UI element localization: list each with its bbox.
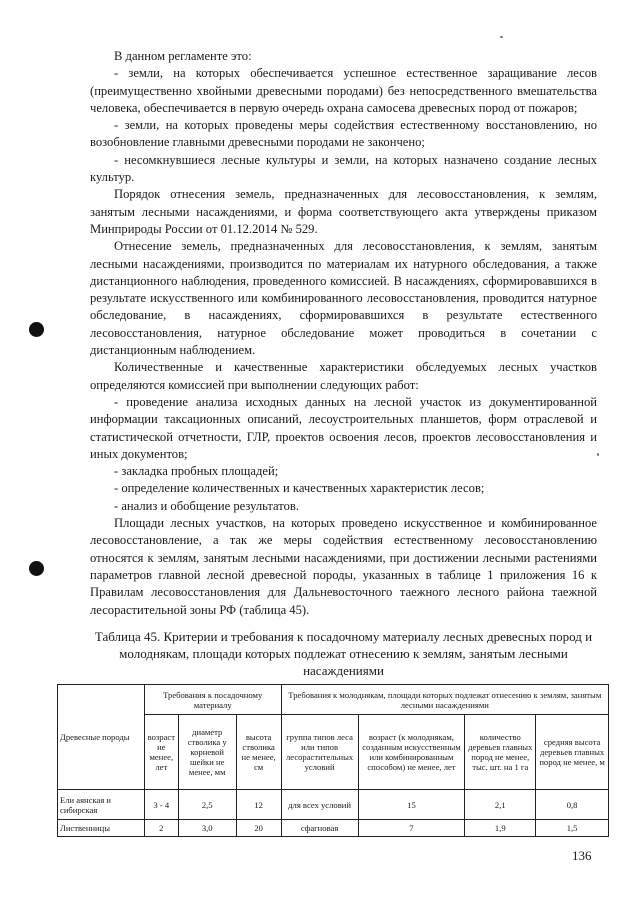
column-header: группа типов леса или типов лесорастительных условий xyxy=(281,715,358,790)
column-header: средняя высота деревьев главных пород не менее, м xyxy=(536,715,609,790)
paragraph-list-item: - несомкнувшиеся лесные культуры и земли, на которых назначено создание лесных культур. xyxy=(90,152,597,185)
column-header: диаметр стволика у корневой шейки не менее, мм xyxy=(178,715,236,790)
paragraph-list-item: - определение количественных и качественных характеристик лесов; xyxy=(114,481,485,496)
cell-count: 2,1 xyxy=(465,790,536,820)
paragraph-list-item: - земли, на которых проведены меры содействия естественному восстановлению, но возобновление главными древесными породами не закончено; xyxy=(90,118,597,150)
paragraph-list-item: - земли, на которых обеспечивается успешное естественное заращивание лесов (преимущественно хвойными древесными породами) без непосредственного вмешательства человека, обеспечивается в первую очередь охрана самосева древесных пород от пожаров; xyxy=(90,66,597,115)
cell-avg-height: 1,5 xyxy=(536,820,609,837)
punch-hole-mark xyxy=(29,561,44,576)
scan-speck xyxy=(500,36,503,38)
cell-count: 1,9 xyxy=(465,820,536,837)
criteria-table xyxy=(57,684,609,837)
cell-diameter: 2,5 xyxy=(178,790,236,820)
cell-diameter: 3,0 xyxy=(178,820,236,837)
cell-age: 2 xyxy=(144,820,178,837)
cell-species: Ели аянская и сибирская xyxy=(58,790,145,820)
cell-forest-type: для всех условий xyxy=(281,790,358,820)
cell-species: Лиственницы xyxy=(58,820,145,837)
paragraph-list-item: - закладка пробных площадей; xyxy=(114,464,279,479)
paragraph: Площади лесных участков, на которых проведено искусственное и комбинированное лесовосстановление, а так же меры содействия естественному лесовосстановлению относятся к землям, занятым лесными насаждениями, при достижении лесными растениями параметров главной лесной древесной породы, указанных в таблице 1 приложения 16 к Правилам лесовосстановления для Дальневосточного таежного лесного района таежной лесорастительной зоны РФ (таблица 45). xyxy=(90,516,597,617)
paragraph-intro: В данном регламенте это: xyxy=(114,49,252,63)
cell-young-age: 7 xyxy=(358,820,465,837)
paragraph: Порядок отнесения земель, предназначенных для лесовосстановления, к землям, занятым лесными насаждениями, и форма соответствующего акта утверждены приказом Минприроды России от 01.12.2014 № 529. xyxy=(90,187,597,236)
cell-height: 12 xyxy=(236,790,281,820)
paragraph: Отнесение земель, предназначенных для лесовосстановления, к землям, занятым лесными насаждениями, производится по материалам их натурного обследования, а также дистанционного наблюдения, проведенного комиссией. В насаждениях, сформировавшихся в результате искусственного или комбинированного лесовосстановления, проводится натурное обследование, в насаждениях, сформировавшихся в результате естественного лесовосстановления, натурное обследование может проводиться в сочетании с дистанционным наблюдением. xyxy=(90,239,597,358)
column-header: количество деревьев главных пород не менее, тыс. шт. на 1 га xyxy=(465,715,536,790)
paragraph-list-item: - анализ и обобщение результатов. xyxy=(114,498,300,513)
paragraph: Количественные и качественные характеристики обследуемых лесных участков определяются комиссией при выполнении следующих работ: xyxy=(90,360,597,392)
column-header: высота стволика не менее, см xyxy=(236,715,281,790)
cell-young-age: 15 xyxy=(358,790,465,820)
table-row xyxy=(58,790,609,820)
punch-hole-mark xyxy=(29,322,44,337)
header-planting-material: Требования к посадочному материалу xyxy=(144,685,281,715)
header-young-stands: Требования к молоднякам, площади которых подлежат отнесению к землям, занятым лесными насаждениями xyxy=(281,685,608,715)
page-number: 136 xyxy=(572,848,592,863)
table-caption: Таблица 45. Критерии и требования к посадочному материалу лесных древесных пород и молоднякам, площади которых подлежат отнесению к землям, занятым лесными насаждениями xyxy=(94,629,593,678)
table-row xyxy=(58,820,609,837)
paragraph-list-item: - проведение анализа исходных данных на лесной участок из документированной информации таксационных описаний, лесоустроительных планшетов, форм отраслевой и статистической отчетности, ГЛР, проектов освоения лесов, проектов лесовосстановления и иных документов; xyxy=(90,394,597,461)
cell-height: 20 xyxy=(236,820,281,837)
scan-speck xyxy=(597,453,599,456)
cell-age: 3 - 4 xyxy=(144,790,178,820)
cell-avg-height: 0,8 xyxy=(536,790,609,820)
body-text xyxy=(90,48,597,619)
header-species: Древесные породы xyxy=(58,685,145,790)
column-header: возраст не менее, лет xyxy=(144,715,178,790)
cell-forest-type: сфагновая xyxy=(281,820,358,837)
column-header: возраст (к молоднякам, созданным искусственным или комбинированным способом) не менее, лет xyxy=(358,715,465,790)
